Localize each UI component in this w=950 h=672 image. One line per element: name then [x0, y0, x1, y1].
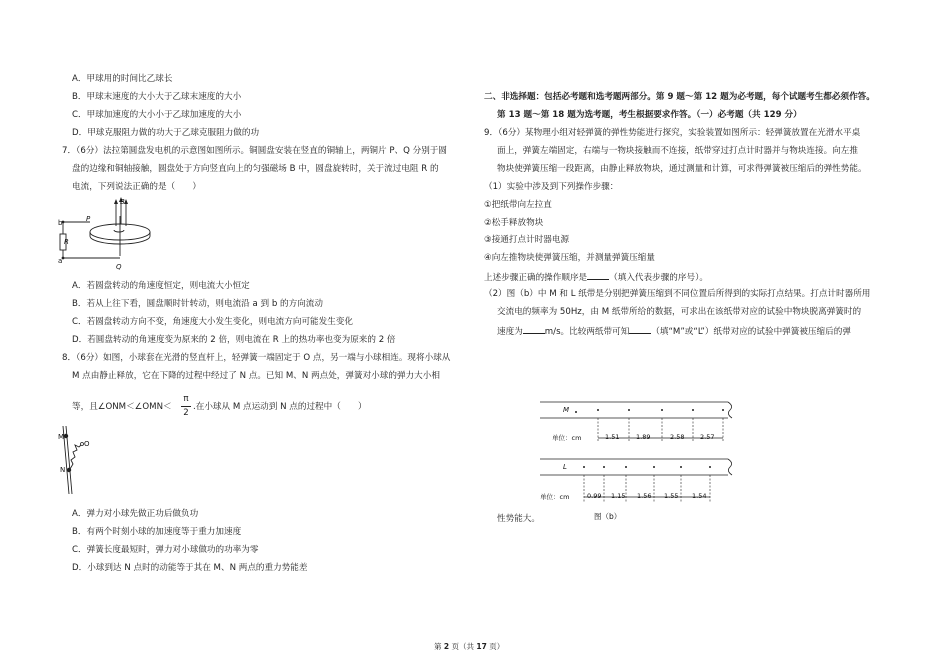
q8-option-a: A．弹力对小球先做正功后做负功 [72, 509, 199, 519]
footer-page-number: 2 [443, 642, 450, 651]
q8-fraction-denominator: 2 [183, 408, 189, 418]
q9-speed-blank[interactable] [523, 325, 545, 334]
q7-option-d: D．若圆盘转动的角速度变为原来的 2 倍，则电流在 R 上的热功率也变为原来的 2 倍 [72, 335, 396, 345]
q9-part1: （1）实验中涉及到下列操作步骤： [484, 182, 619, 192]
q8-option-d: D．小球到达 N 点时的动能等于其在 M、N 两点的重力势能差 [72, 563, 308, 573]
fig7-label-a: a [58, 257, 63, 265]
q9-order-blank[interactable] [587, 271, 609, 280]
q6-option-b: B．甲球末速度的大小大于乙球末速度的大小 [72, 92, 242, 102]
faraday-disk-figure [55, 196, 160, 274]
q8-stem-line3-a: 等，且∠ONM＜∠OMN＜ [72, 402, 172, 412]
tape-l-seg-4: 1.55 [664, 492, 679, 500]
q7-option-c: C．若圆盘转动方向不变，角速度大小发生变化，则电流方向可能发生变化 [72, 317, 354, 327]
q9-step-4: ④向左推物块使弹簧压缩，并测量弹簧压缩量 [484, 253, 655, 263]
tape-m-label: M [563, 406, 570, 414]
footer-text-a: 第 [434, 642, 442, 651]
tape-l-seg-3: 1.56 [637, 492, 652, 500]
tape-l-unit: 单位：cm [540, 493, 570, 501]
q8-stem-line3-b: .在小球从 M 点运动到 N 点的过程中（ ） [193, 402, 367, 412]
figure-b-caption: 图（b） [594, 512, 622, 521]
q8-stem-line1: 8．（6分）如图，小球套在光滑的竖直杆上，轻弹簧一端固定于 O 点，另一端与小球相连。现将小球从 [62, 353, 451, 363]
q7-stem-line2: 盘的边缘和铜轴接触，圆盘处于方向竖直向上的匀强磁场 B 中，圆盘旋转时，关于流过电阻 R 的 [72, 164, 439, 174]
fig8-label-M: M [58, 433, 65, 441]
q8-stem-line2: M 点由静止释放，它在下降的过程中经过了 N 点。已知 M、N 两点处，弹簧对小球的弹力大小相 [72, 371, 440, 381]
q9-tape-blank[interactable] [629, 325, 651, 334]
q6-option-d: D．甲球克服阻力做的功大于乙球克服阻力做的功 [72, 128, 260, 138]
tape-m-seg-4: 2.57 [700, 433, 715, 441]
footer-total-pages: 17 [476, 642, 487, 651]
tape-l-seg-5: 1.54 [692, 492, 707, 500]
q6-option-c: C．甲球加速度的大小小于乙球加速度的大小 [72, 110, 242, 120]
fig7-label-B: B [120, 198, 125, 206]
fig7-label-P: P [86, 215, 91, 223]
footer-text-c: 页） [489, 642, 505, 651]
section-title-line1: 二、非选择题：包括必考题和选考题两部分。第 9 题～第 12 题为必考题，每个试题考生都必须作答。 [484, 92, 875, 102]
tape-l-seg-1: 0.99 [587, 492, 602, 500]
q9-stem-line1: 9．（6分）某物理小组对轻弹簧的弹性势能进行探究，实验装置如图所示：轻弹簧放置在光滑水平桌 [484, 128, 861, 138]
footer-text-b: 页（共 [451, 642, 474, 651]
q9-speed-line [497, 325, 851, 338]
fig7-label-R: R [64, 238, 69, 246]
q9-tail: 性势能大。 [497, 514, 540, 524]
q9-stem-line3: 物块使弹簧压缩一段距离，由静止释放物块，通过测量和计算，可求得弹簧被压缩后的弹性势能。 [497, 164, 867, 174]
q9-stem-line2: 面上，弹簧左端固定，右端与一物块接触而不连接，纸带穿过打点计时器并与物块连接。向左推 [497, 146, 858, 156]
q9-order-text-a: 上述步骤正确的操作顺序是 [484, 273, 588, 283]
tape-m-seg-1: 1.51 [605, 433, 620, 441]
q7-option-b: B．若从上往下看，圆盘顺时针转动，则电流沿 a 到 b 的方向流动 [72, 299, 323, 309]
q9-speed-text-b: m/s。比较两纸带可知 [544, 327, 630, 337]
q7-stem-line3: 电流，下列说法正确的是（ ） [72, 182, 201, 192]
q9-part2-line2: 交流电的频率为 50Hz，由 M 纸带所给的数据，可求出在该纸带对应的试验中物块脱离弹簧时的 [497, 307, 862, 317]
page-footer [434, 641, 504, 652]
fig7-label-b: b [58, 219, 63, 227]
tape-m-seg-2: 1.89 [636, 433, 651, 441]
q7-stem-line1: 7．（6分）法拉第圆盘发电机的示意图如图所示。铜圆盘安装在竖直的铜轴上，两铜片 P、Q 分别于圆 [62, 146, 447, 156]
q9-part2-line1: （2）图（b）中 M 和 L 纸带是分别把弹簧压缩到不同位置后所得到的实际打点结果。打点计时器所用 [484, 289, 871, 299]
fig8-label-N: N [60, 466, 66, 474]
tape-l-label: L [563, 463, 567, 471]
q6-option-a: A．甲球用的时间比乙球长 [72, 74, 173, 84]
paper-tapes-figure [540, 398, 740, 520]
q9-order-line [484, 271, 708, 284]
q9-order-text-b: （填入代表步骤的序号）。 [609, 273, 708, 283]
q9-step-2: ②松手释放物块 [484, 218, 544, 228]
fig8-label-O: O [84, 440, 90, 448]
q9-speed-text-a: 速度为 [497, 327, 523, 337]
q8-option-b: B．有两个时刻小球的加速度等于重力加速度 [72, 527, 242, 537]
q9-speed-text-c: （填“M”或“L”）纸带对应的试验中弹簧被压缩后的弹 [651, 327, 851, 337]
tape-m-seg-3: 2.58 [670, 433, 685, 441]
q9-step-3: ③接通打点计时器电源 [484, 235, 570, 245]
q7-option-a: A．若圆盘转动的角速度恒定，则电流大小恒定 [72, 281, 250, 291]
q9-step-1: ①把纸带向左拉直 [484, 200, 552, 210]
q8-option-c: C．弹簧长度最短时，弹力对小球做功的功率为零 [72, 545, 259, 555]
tape-m-unit: 单位：cm [552, 434, 582, 442]
section-title-line2: 第 13 题～第 18 题为选考题，考生根据要求作答。（一）必考题（共 129 分） [497, 110, 802, 120]
fig7-label-Q: Q [116, 263, 122, 271]
tape-l-seg-2: 1.15 [611, 492, 626, 500]
q8-fraction-bar [181, 406, 191, 407]
q8-fraction-numerator: π [183, 394, 189, 404]
